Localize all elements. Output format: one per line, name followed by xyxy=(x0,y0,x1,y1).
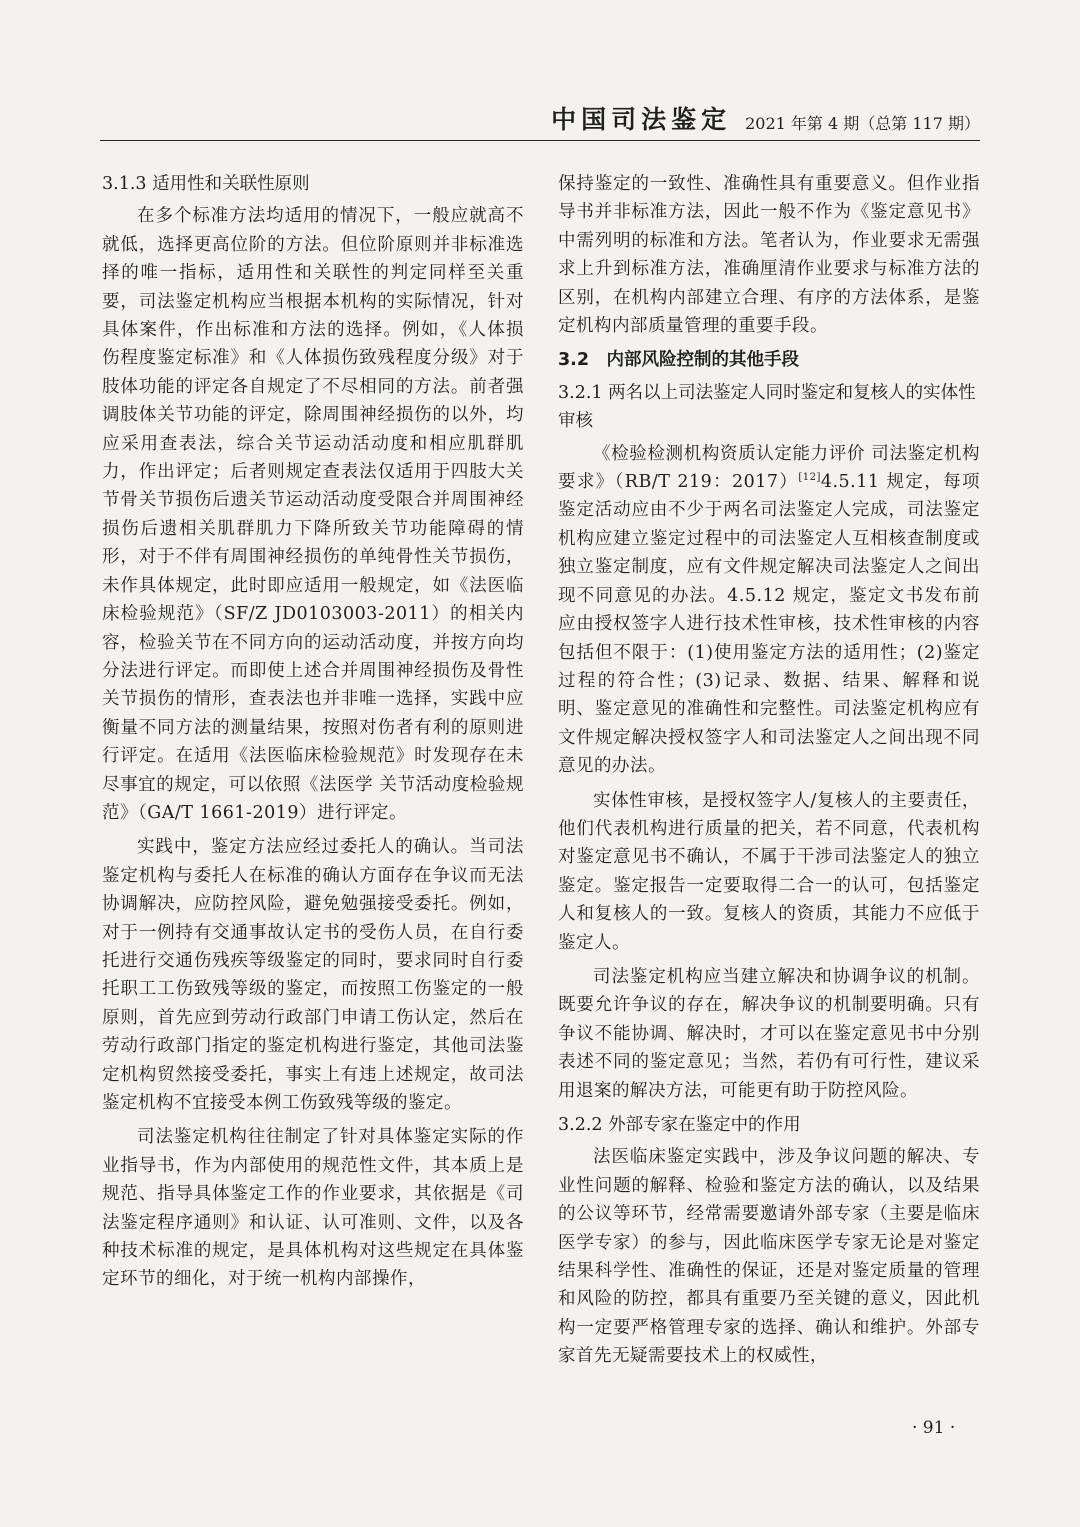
right-column xyxy=(558,170,980,1377)
section-heading-3-2-1: 3.2.1 两名以上司法鉴定人同时鉴定和复核人的实体性审核 xyxy=(558,382,976,432)
paragraph-part: 4.5.11 规定，每项鉴定活动应由不少于两名司法鉴定人完成，司法鉴定机构应建立鉴定过程中的司法鉴定人互相核查制度或独立鉴定制度，应有文件规定解决司法鉴定人之间出现不同意见的办法。4.5.12 规定，鉴定文书发布前应由授权签字人进行技术性审核，技术性审核的内容包括但不限于：(1)使用鉴定方法的适用性；(2)鉴定过程的符合性；(3)记录、数据、结果、解释和说明、鉴定意见的准确性和完整性。司法鉴定机构应有文件规定解决授权签字人和司法鉴定人之间出现不同意见的办法。 xyxy=(558,472,980,777)
paragraph: 司法鉴定机构往往制定了针对具体鉴定实际的作业指导书，作为内部使用的规范性文件，其本质上是规范、指导具体鉴定工作的作业要求，其依据是《司法鉴定程序通则》和认证、认可准则、文件，以及各种技术标准的规定，是具体机构对这些规定在具体鉴定环节的细化，对于统一机构内部操作， xyxy=(102,1127,524,1290)
issue-info: 2021 年第 4 期（总第 117 期） xyxy=(745,114,980,133)
left-column xyxy=(102,170,524,1300)
paragraph: 实践中，鉴定方法应经过委托人的确认。当司法鉴定机构与委托人在标准的确认方面存在争议而无法协调解决，应防控风险，避免勉强接受委托。例如，对于一例持有交通事故认定书的受伤人员，在自行委托进行交通伤残疾等级鉴定的同时，要求同时自行委托职工工伤致残等级的鉴定，而按照工伤鉴定的一般原则，首先应到劳动行政部门申请工伤认定，然后在劳动行政部门指定的鉴定机构进行鉴定，其他司法鉴定机构贸然接受委托，事实上有违上述规定，故司法鉴定机构不宜接受本例工伤致残等级的鉴定。 xyxy=(102,837,524,1113)
paragraph: 法医临床鉴定实践中，涉及争议问题的解决、专业性问题的解释、检验和鉴定方法的确认，以及结果的公议等环节，经常需要邀请外部专家（主要是临床医学专家）的参与，因此临床医学专家无论是对鉴定结果科学性、准确性的保证，还是对鉴定质量的管理和风险的防控，都具有重要乃至关键的意义，因此机构一定要严格管理专家的选择、确认和维护。外部专家首先无疑需要技术上的权威性， xyxy=(558,1147,980,1367)
page-header xyxy=(100,96,980,136)
paragraph: 实体性审核，是授权签字人/复核人的主要责任，他们代表机构进行质量的把关，若不同意，代表机构对鉴定意见书不确认，不属于干涉司法鉴定人的独立鉴定。鉴定报告一定要取得二合一的认可，包括鉴定人和复核人的一致。复核人的资质，其能力不应低于鉴定人。 xyxy=(558,790,980,953)
reference-marker: [12] xyxy=(798,472,821,484)
section-heading-3-1-3: 3.1.3 适用性和关联性原则 xyxy=(102,174,310,194)
section-heading-3-2-2: 3.2.2 外部专家在鉴定中的作用 xyxy=(558,1115,801,1135)
paragraph: 司法鉴定机构应当建立解决和协调争议的机制。既要允许争议的存在，解决争议的机制要明确。只有争议不能协调、解决时，才可以在鉴定意见书中分别表述不同的鉴定意见；当然，若仍有可行性，建议采用退案的解决方法，可能更有助于防控风险。 xyxy=(558,966,980,1101)
paragraph-part: 《检验检测机构资质认定能力评价 司法鉴定机构要求》（RB/T 219：2017） xyxy=(558,443,980,493)
section-heading-3-2: 3.2 内部风险控制的其他手段 xyxy=(558,350,800,371)
paragraph-continued: 保持鉴定的一致性、准确性具有重要意义。但作业指导书并非标准方法，因此一般不作为《鉴定意见书》中需列明的标准和方法。笔者认为，作业要求无需强求上升到标准方法，准确厘清作业要求与标准方法的区别，在机构内部建立合理、有序的方法体系，是鉴定机构内部质量管理的重要手段。 xyxy=(558,174,980,337)
paragraph xyxy=(558,440,980,781)
journal-title: 中国司法鉴定 xyxy=(551,105,732,134)
page-number: · 91 · xyxy=(912,1418,956,1438)
header-rule xyxy=(100,140,980,141)
paragraph: 在多个标准方法均适用的情况下，一般应就高不就低，选择更高位阶的方法。但位阶原则并非标准选择的唯一指标，适用性和关联性的判定同样至关重要，司法鉴定机构应当根据本机构的实际情况，针对具体案件，作出标准和方法的选择。例如，《人体损伤程度鉴定标准》和《人体损伤致残程度分级》对于肢体功能的评定各自规定了不尽相同的方法。前者强调肢体关节功能的评定，除周围神经损伤的以外，均应采用查表法，综合关节运动活动度和相应肌群肌力，作出评定；后者则规定查表法仅适用于四肢大关节骨关节损伤后遗关节运动活动度受限合并周围神经损伤后遗相关肌群肌力下降所致关节功能障碍的情形，对于不伴有周围神经损伤的单纯骨性关节损伤，未作具体规定，此时即应适用一般规定，如《法医临床检验规范》（SF/Z JD0103003-2011）的相关内容，检验关节在不同方向的运动活动度，并按方向均分法进行评定。而即使上述合并周围神经损伤及骨性关节损伤的情形，查表法也并非唯一选择，实践中应衡量不同方法的测量结果，按照对伤者有利的原则进行评定。在适用《法医临床检验规范》时发现存在未尽事宜的规定，可以依照《法医学 关节活动度检验规范》（GA/T 1661-2019）进行评定。 xyxy=(102,206,524,823)
